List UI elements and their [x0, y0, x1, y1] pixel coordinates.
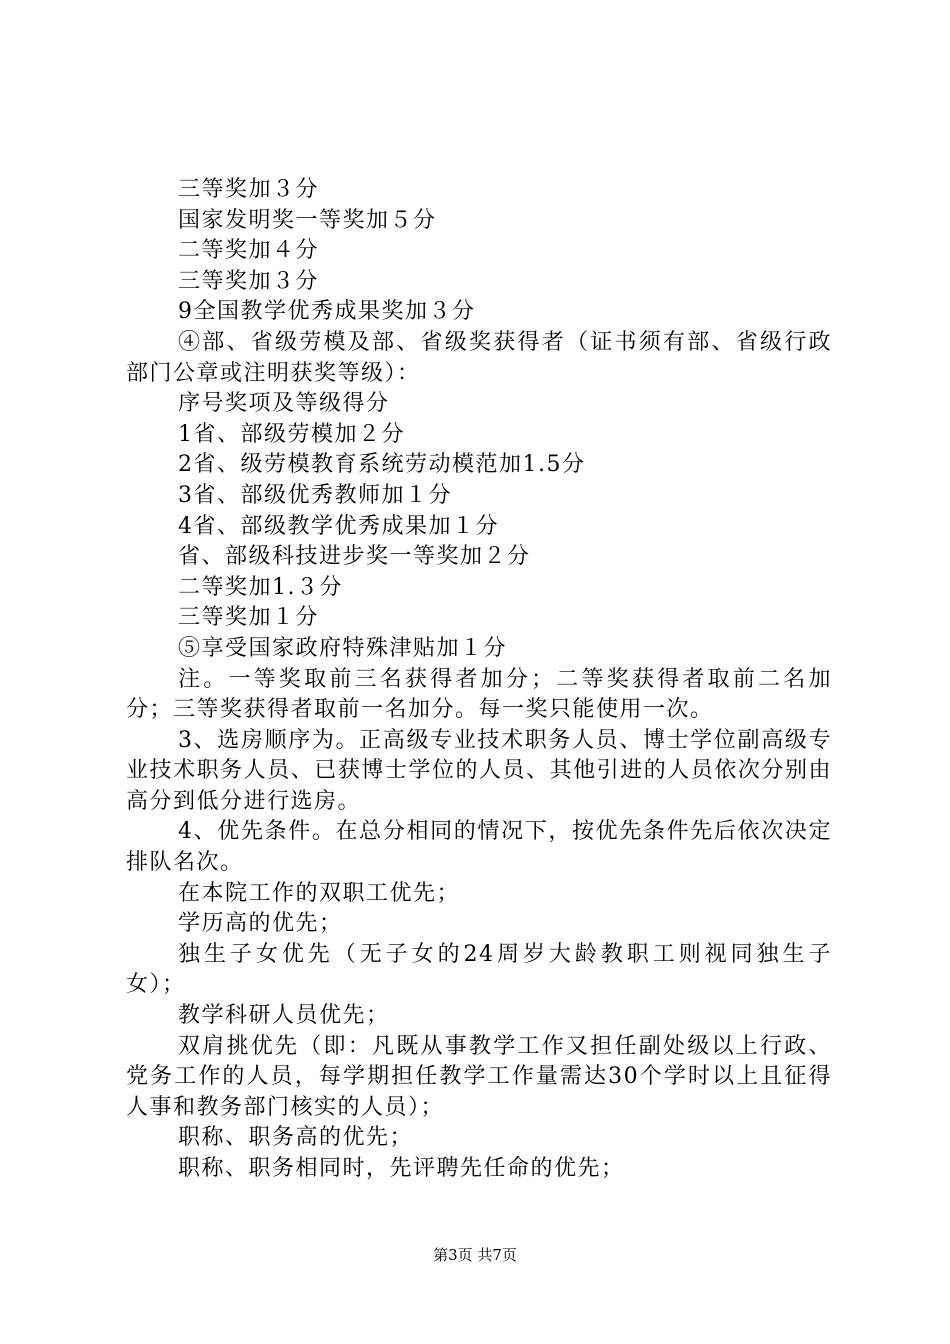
paragraph: 三等奖加１分 [178, 605, 320, 631]
paragraph: 二等奖加1.３分 [178, 574, 343, 600]
paragraph: 双肩挑优先（即：凡既从事教学工作又担任副处级以上行政、党务工作的人员，每学期担任教学工作量需达30个学时以上且征得人事和教务部门核实的人员）； [126, 1033, 832, 1120]
paragraph: 国家发明奖一等奖加５分 [178, 207, 437, 233]
paragraph: 1省、部级劳模加２分 [178, 421, 405, 447]
paragraph: 3省、部级优秀教师加１分 [178, 482, 452, 508]
paragraph: 4省、部级教学优秀成果加１分 [178, 513, 499, 539]
paragraph: ④部、省级劳模及部、省级奖获得者（证书须有部、省级行政部门公章或注明获奖等级）： [126, 329, 832, 386]
paragraph: 在本院工作的双职工优先； [178, 880, 461, 906]
paragraph: 注。一等奖取前三名获得者加分；二等奖获得者取前二名加分；三等奖获得者取前一名加分。每一奖只能使用一次。 [126, 666, 832, 723]
page-number-footer: 第3页 共7页 [433, 1246, 517, 1264]
paragraph: 三等奖加３分 [178, 177, 320, 202]
paragraph: 4、优先条件。在总分相同的情况下，按优先条件先后依次决定排队名次。 [126, 819, 832, 876]
paragraph: 教学科研人员优先； [178, 1003, 390, 1029]
paragraph: 序号奖项及等级得分 [178, 391, 390, 417]
paragraph: 省、部级科技进步奖一等奖加２分 [178, 544, 531, 570]
paragraph: 职称、职务相同时，先评聘先任命的优先； [178, 1156, 625, 1181]
paragraph: ⑤享受国家政府特殊津贴加１分 [178, 635, 508, 661]
paragraph: 职称、职务高的优先； [178, 1125, 414, 1151]
paragraph: 9全国教学优秀成果奖加３分 [178, 299, 476, 325]
paragraph: 学历高的优先； [178, 911, 343, 937]
paragraph: 二等奖加４分 [178, 238, 320, 264]
document-body [126, 175, 832, 1185]
paragraph: 3、选房顺序为。正高级专业技术职务人员、博士学位副高级专业技术职务人员、已获博士学位的人员、其他引进的人员依次分别由高分到低分进行选房。 [126, 727, 832, 814]
paragraph: 三等奖加３分 [178, 268, 320, 294]
paragraph: 独生子女优先（无子女的24周岁大龄教职工则视同独生子女）； [126, 941, 832, 998]
paragraph: 2省、级劳模教育系统劳动模范加1.5分 [178, 452, 586, 478]
